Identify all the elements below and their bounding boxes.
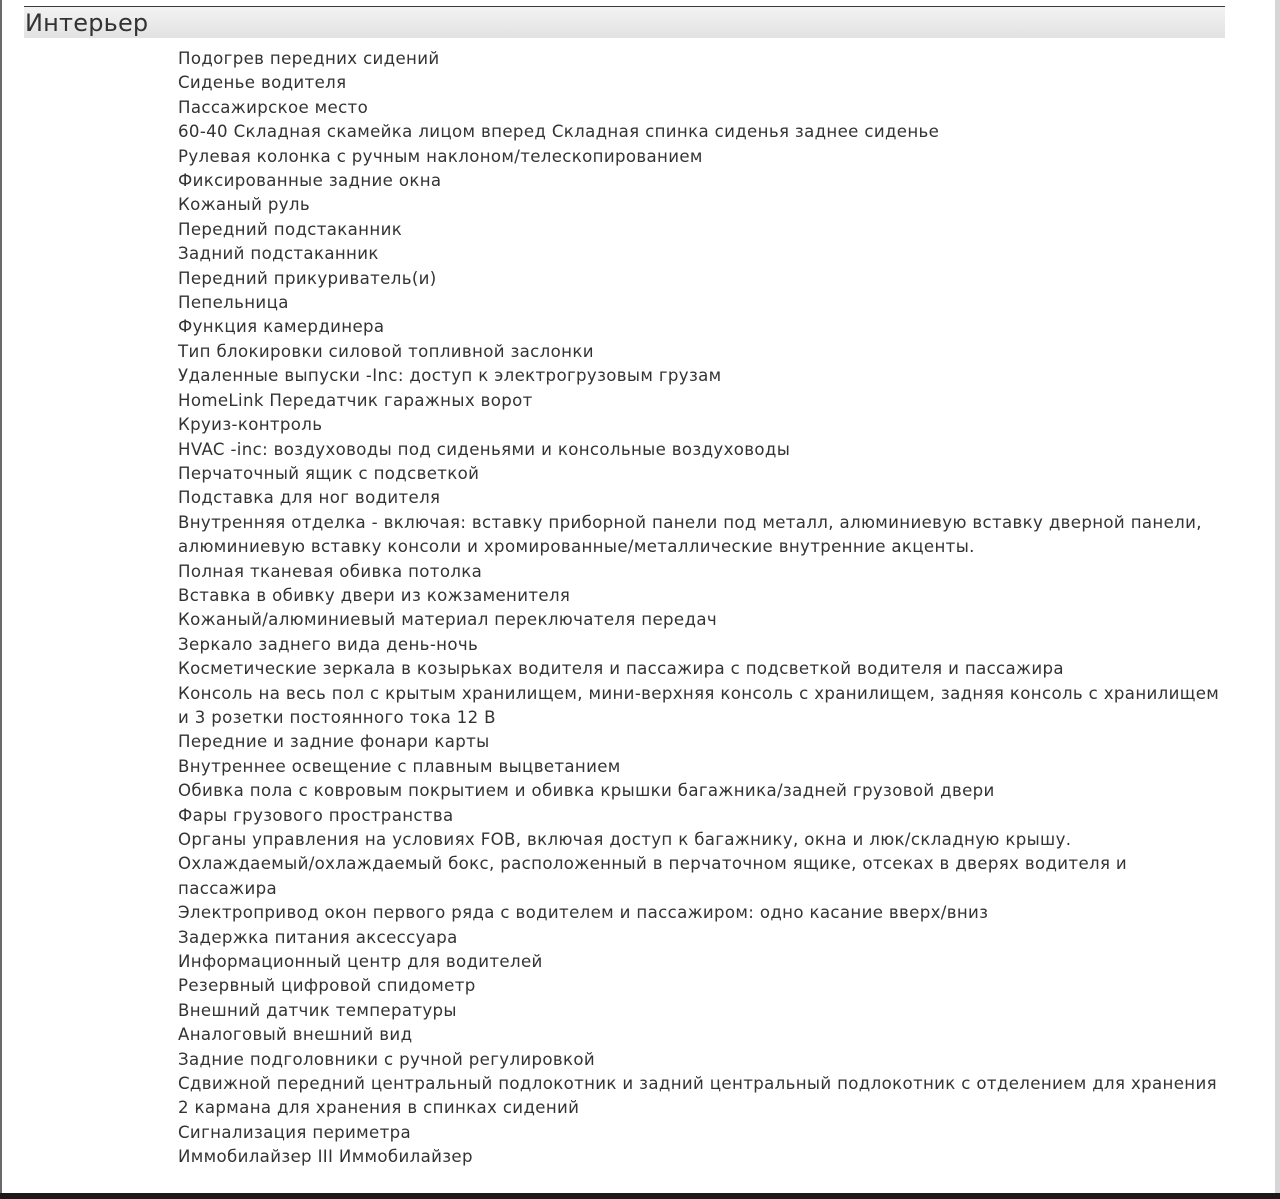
feature-item: Тип блокировки силовой топливной заслонки — [178, 341, 594, 361]
feature-item: 2 кармана для хранения в спинках сидений — [178, 1098, 580, 1118]
feature-item: Аналоговый внешний вид — [178, 1025, 413, 1045]
interior-section — [24, 6, 1225, 38]
feature-item: Вставка в обивку двери из кожзаменителя — [178, 585, 571, 605]
feature-item: Задние подголовники с ручной регулировкой — [178, 1049, 596, 1069]
feature-item: Электропривод окон первого ряда с водителем и пассажиром: одно касание вверх/вниз — [178, 903, 989, 923]
feature-item: Полная тканевая обивка потолка — [178, 561, 483, 581]
feature-item: Консоль на весь пол с крытым хранилищем, мини-верхняя консоль с хранилищем, задняя консоль с хранилищем и 3 розетки постоянного тока 12 В — [178, 683, 1220, 727]
section-title: Интерьер — [25, 8, 149, 37]
feature-item: Перчаточный ящик с подсветкой — [178, 463, 480, 483]
feature-list — [178, 47, 1223, 1170]
feature-item: Подставка для ног водителя — [178, 488, 441, 508]
feature-item: Охлаждаемый/охлаждаемый бокс, расположенный в перчаточном ящике, отсеках в дверях водителя и пассажира — [178, 854, 1128, 898]
feature-item: Зеркало заднего вида день-ночь — [178, 634, 479, 654]
feature-item: Фиксированные задние окна — [178, 171, 442, 191]
feature-item: Иммобилайзер III Иммобилайзер — [178, 1147, 473, 1167]
feature-item: Подогрев передних сидений — [178, 49, 440, 68]
window-left-edge — [0, 0, 2, 1199]
feature-item: Сдвижной передний центральный подлокотник и задний центральный подлокотник с отделением для хранения — [178, 1074, 1217, 1094]
feature-item: 60-40 Складная скамейка лицом вперед Складная спинка сиденья заднее сиденье — [178, 122, 940, 142]
feature-item: Кожаный руль — [178, 195, 310, 215]
window-bottom-edge — [0, 1193, 1280, 1199]
feature-item: Передний прикуриватель(и) — [178, 268, 437, 288]
feature-item: Функция камердинера — [178, 317, 385, 337]
section-header — [24, 6, 1225, 38]
feature-item: Задний подстаканник — [178, 244, 379, 264]
feature-item: Внешний датчик температуры — [178, 1000, 457, 1020]
feature-item: Косметические зеркала в козырьках водителя и пассажира с подсветкой водителя и пассажира — [178, 659, 1064, 679]
feature-item: Информационный центр для водителей — [178, 952, 543, 972]
feature-item: HVAC -inc: воздуховоды под сиденьями и консольные воздуховоды — [178, 439, 791, 459]
feature-item: Передние и задние фонари карты — [178, 732, 490, 752]
feature-item: Резервный цифровой спидометр — [178, 976, 476, 996]
feature-item: Кожаный/алюминиевый материал переключателя передач — [178, 610, 717, 630]
feature-item: Внутренняя отделка - включая: вставку приборной панели под металл, алюминиевую вставку дверной панели, алюминиевую вставку консоли и хромированные/металлические внутренние акценты. — [178, 512, 1202, 557]
feature-item: Сигнализация периметра — [178, 1122, 411, 1142]
feature-item: Внутреннее освещение с плавным выцветанием — [178, 756, 621, 776]
feature-item: Обивка пола с ковровым покрытием и обивка крышки багажника/задней грузовой двери — [178, 781, 995, 801]
feature-item: Сиденье водителя — [178, 73, 347, 93]
feature-item: Пассажирское место — [178, 97, 369, 117]
feature-item: Пепельница — [178, 293, 289, 313]
feature-item: Рулевая колонка с ручным наклоном/телескопированием — [178, 146, 703, 166]
scrollbar-track[interactable] — [1275, 0, 1280, 1199]
feature-item: HomeLink Передатчик гаражных ворот — [178, 390, 533, 410]
feature-item: Удаленные выпуски -Inc: доступ к электрогрузовым грузам — [178, 366, 722, 386]
feature-item: Передний подстаканник — [178, 219, 403, 239]
feature-item: Задержка питания аксессуара — [178, 927, 458, 947]
feature-item: Круиз-контроль — [178, 415, 323, 435]
feature-item: Фары грузового пространства — [178, 805, 454, 825]
feature-item: Органы управления на условиях FOB, включая доступ к багажнику, окна и люк/складную крышу. — [178, 830, 1072, 849]
